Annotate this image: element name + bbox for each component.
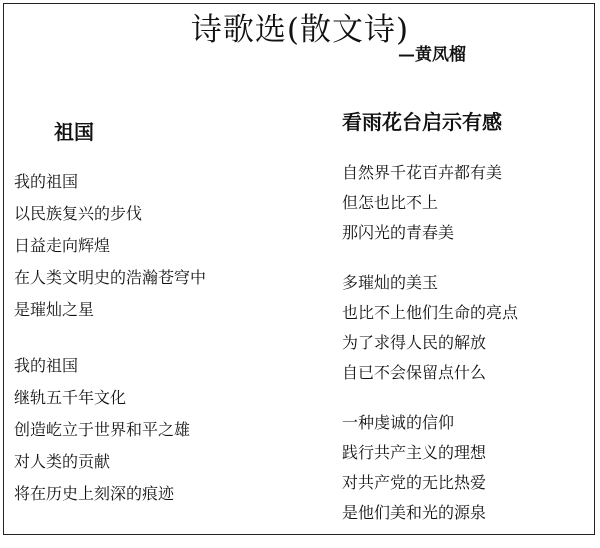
poem-line: 继轨五千年文化 xyxy=(14,388,127,407)
poem-line: 但怎也比不上 xyxy=(342,193,439,212)
poem-line: 是璀灿之星 xyxy=(14,300,95,319)
poem-line: 践行共产主义的理想 xyxy=(342,443,487,462)
stanza xyxy=(14,166,206,326)
poem-line: 自然界千花百卉都有美 xyxy=(342,163,503,182)
poem-line: 在人类文明史的浩瀚苍穹中 xyxy=(14,268,207,287)
poem-line: 是他们美和光的源泉 xyxy=(342,503,487,522)
poem-line: 我的祖国 xyxy=(14,172,79,191)
poem-line: 将在历史上刻深的痕迹 xyxy=(14,484,175,503)
poem-line: 自已不会保留点什么 xyxy=(342,363,487,382)
poem-title: 祖国 xyxy=(54,120,94,144)
author-name: —黄凤榴 xyxy=(398,45,466,65)
stanza xyxy=(14,350,206,510)
poem-line: 对共产党的无比热爱 xyxy=(342,473,487,492)
poem-column-right xyxy=(342,108,518,548)
poem-line: 对人类的贡献 xyxy=(14,452,111,471)
poem-line: 以民族复兴的步伐 xyxy=(14,204,143,223)
poem-line: 日益走向辉煌 xyxy=(14,236,111,255)
stanza xyxy=(342,158,518,248)
poem-line: 创造屹立于世界和平之雄 xyxy=(14,420,191,439)
poem-line: 也比不上他们生命的亮点 xyxy=(342,303,519,322)
stanza xyxy=(342,408,518,528)
poem-line: 那闪光的青春美 xyxy=(342,223,455,242)
document-title: 诗歌选(散文诗) xyxy=(190,12,410,48)
poem-line: 一种虔诚的信仰 xyxy=(342,413,455,432)
poem-column-left xyxy=(14,118,206,534)
stanza xyxy=(342,268,518,388)
poem-title: 看雨花台启示有感 xyxy=(342,110,502,134)
poem-line: 我的祖国 xyxy=(14,356,79,375)
poem-line: 多璀灿的美玉 xyxy=(342,273,439,292)
poem-line: 为了求得人民的解放 xyxy=(342,333,487,352)
